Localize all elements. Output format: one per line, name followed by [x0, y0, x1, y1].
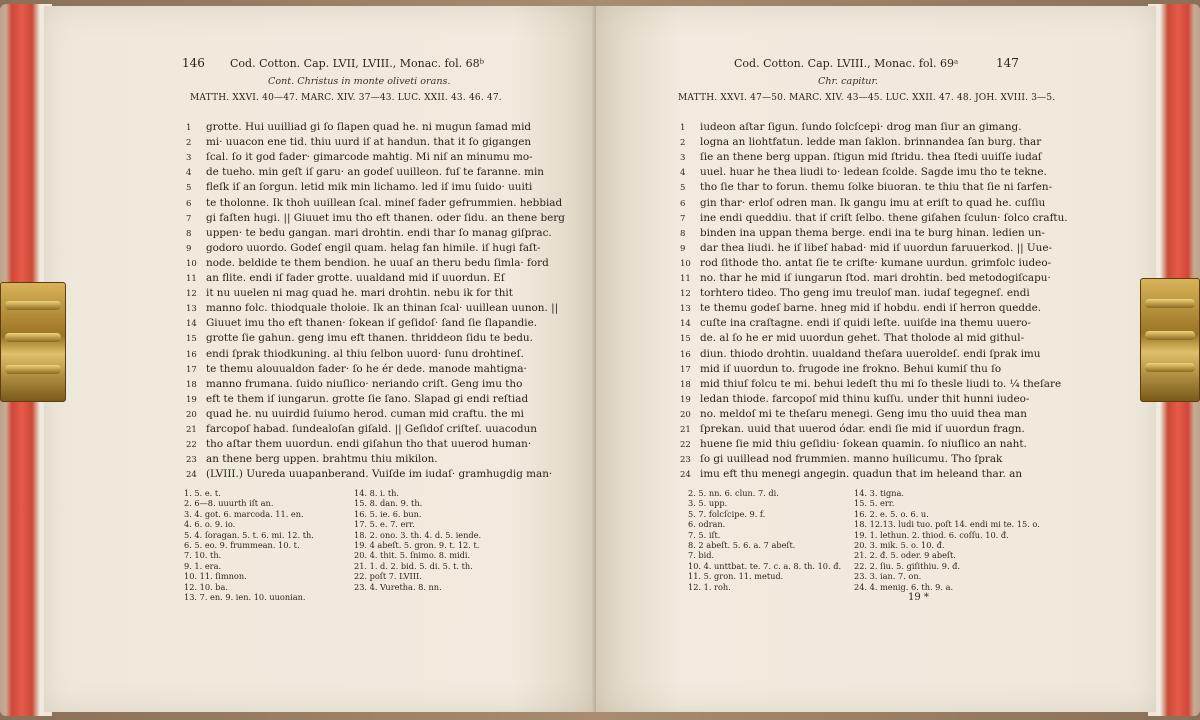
line-text: an thene berg uppen. brahtmu thiu mikilon.	[206, 453, 438, 466]
text-line	[186, 196, 562, 211]
text-line	[186, 165, 544, 180]
footnote: 20. 4. thit. 5. ſnimo. 8. midi.	[354, 550, 471, 561]
footnote: 1. 5. e. t.	[184, 488, 221, 498]
right-subtitle: Chr. capitur.	[818, 76, 879, 87]
line-text: uuel. huar he thea liudi to· ledean ſcolde. Sagde imu tho te tekne.	[700, 166, 1047, 179]
right-brass-clasp	[1140, 278, 1200, 402]
line-text: mid iſ uuordun to. frugode ine frokno. Behui kumiſ thu ſo	[700, 362, 1002, 375]
footnote: 5. 7. folcſcipe. 9. f.	[688, 508, 766, 519]
line-number: 3	[680, 153, 686, 164]
line-number: 8	[680, 228, 686, 239]
line-text: node. beldide te them bendion. he uuaſ an theru bedu ſimla· ford	[206, 256, 549, 269]
text-line	[680, 392, 1029, 407]
footnote: 9. 1. era.	[184, 560, 222, 571]
text-line	[680, 165, 1047, 180]
text-line	[186, 407, 524, 422]
line-number: 12	[680, 289, 691, 300]
text-line	[186, 135, 531, 150]
line-text: ſo gi uuillead nod frummien. manno huilicumu. Tho ſprak	[700, 453, 1003, 466]
footnote: 23. 4. Vuretha. 8. nn.	[354, 581, 442, 592]
line-number: 18	[186, 379, 197, 390]
line-number: 15	[680, 334, 691, 345]
line-number: 10	[680, 258, 691, 269]
footnote: 12. 1. roh.	[688, 581, 731, 592]
footnote: 17. 5. e. 7. err.	[354, 519, 415, 530]
left-brass-clasp	[0, 282, 66, 402]
text-line	[680, 422, 1025, 437]
footnote: 18. 2. ono. 3. th. 4. d. 5. iende.	[354, 529, 482, 540]
text-line	[186, 256, 549, 271]
text-line	[680, 211, 1068, 226]
text-line	[186, 150, 533, 165]
text-line	[680, 467, 1022, 482]
line-number: 5	[186, 183, 192, 194]
footnote: 19. 1. lethun. 2. thiod. 6. coſſu. 10. đ.	[854, 529, 1009, 540]
line-text: godoro uuordo. Godeſ engil quam. helag fan himile. iſ hugi faſt-	[206, 241, 541, 254]
line-text: fleſk iſ an ſorgun. letid mik min lichamo. led iſ imu ſuido· uuiti	[206, 181, 533, 194]
text-line	[186, 347, 524, 362]
line-number: 3	[186, 153, 192, 164]
line-text: mi· uuacon ene tid. thiu uurd iſ at handun. that it ſo gigangen	[206, 136, 532, 149]
line-text: te themu godeſ barne. hneg mid iſ hobdu. endi iſ herron quedde.	[700, 302, 1042, 315]
line-number: 24	[186, 470, 197, 481]
footnote: 14. 3. tigna.	[854, 488, 904, 498]
text-line	[186, 377, 522, 392]
text-line	[680, 347, 1040, 362]
line-number: 7	[186, 213, 192, 224]
line-text: huene ſie mid thiu geſidiu· ſokean quamin. ſo niuſlico an naht.	[700, 438, 1027, 451]
text-line	[680, 301, 1041, 316]
line-text: diun. thiodo drohtin. uualdand theſara uueroldeſ. endi ſprak imu	[700, 347, 1041, 360]
line-text: eft te them iſ iungarun. grotte ſie ſano. Slapad gi endi reſtiad	[206, 392, 529, 405]
text-line	[186, 467, 552, 482]
line-number: 24	[680, 470, 691, 481]
footnote: 6. 5. eo. 9. frummean. 10. t.	[184, 540, 300, 550]
text-line	[680, 331, 1024, 346]
line-number: 16	[680, 349, 691, 360]
line-number: 22	[680, 440, 691, 451]
line-text: gi faſten hugi. || Giuuet imu tho eft thanen. oder ſidu. an thene berg	[206, 211, 565, 224]
line-number: 14	[186, 319, 197, 330]
line-number: 4	[186, 168, 192, 179]
line-number: 4	[680, 168, 686, 179]
line-number: 19	[186, 394, 197, 405]
line-text: torhtero tideo. Tho geng imu treuloſ man. iudaſ tegegneſ. endi	[700, 287, 1030, 300]
footnote: 3. 4. got. 6. marcoda. 11. en.	[184, 508, 304, 519]
text-line	[186, 180, 532, 195]
line-number: 1	[186, 123, 192, 133]
line-text: grotte. Hui uuilliad gi ſo ſlapen quad he. ni mugun ſamad mid	[206, 121, 532, 133]
footnote: 7. 5. iſt.	[688, 529, 721, 540]
footnote: 19. 4 abeſt. 5. gron. 9. t. 12. t.	[354, 540, 480, 550]
text-line	[680, 196, 1045, 211]
footnote: 7. 10. th.	[184, 550, 222, 561]
text-line	[680, 286, 1030, 301]
line-text: imu eft thu menegi angegin. quadun that im heleand thar. an	[700, 468, 1023, 481]
line-number: 21	[680, 425, 691, 435]
text-line	[186, 392, 528, 407]
footnote: 14. 8. i. th.	[354, 488, 400, 498]
line-text: binden ina uppan thema berge. endi ina te burg hinan. ledien un-	[700, 226, 1045, 239]
footnote: 15. 8. dan. 9. th.	[354, 498, 423, 509]
footnote: 10. 11. ſimnon.	[184, 571, 247, 582]
line-number: 12	[186, 289, 197, 300]
line-number: 6	[680, 198, 686, 209]
line-text: it nu uuelen ni mag quad he. mari drohtin. nebu ik for thit	[206, 287, 513, 300]
line-text: te themu alouualdon fader· ſo he ér dede. manode mahtigna·	[206, 362, 527, 375]
line-number: 15	[186, 334, 197, 345]
line-text: cuſte ina craſtagne. endi iſ quidi leſte. uuiſde ina themu uuero-	[700, 317, 1031, 330]
right-page-number: 147	[996, 56, 1019, 70]
line-text: (LVIII.) Uureda uuapanberand. Vuiſde im iudaſ· gramhugdig man·	[206, 468, 553, 481]
line-text: manno folc. thiodquale tholoie. Ik an thinan ſcal· uuillean uunon. ||	[206, 302, 559, 315]
line-text: de. al ſo he er mid uuordun gehet. That tholode al mid githul-	[700, 332, 1025, 345]
text-line	[186, 316, 537, 331]
text-line	[186, 286, 513, 301]
line-text: ledan thiode. farcopoſ mid thinu kuſſu. under thit hunni iudeo-	[700, 392, 1030, 405]
line-number: 17	[186, 364, 197, 375]
line-text: no. thar he mid iſ iungarun ſtod. mari drohtin. bed metodogiſcapu·	[700, 272, 1051, 284]
line-text: an flite. endi iſ fader grotte. uualdand mid iſ uuordun. Eſ	[206, 272, 505, 284]
footnote: 6. odran.	[688, 519, 726, 530]
footnote: 13. 7. en. 9. ien. 10. uuonian.	[184, 592, 306, 602]
text-line	[680, 271, 1051, 286]
line-text: tho aſtar them uuordun. endi giſahun tho that uuerod human·	[206, 438, 532, 451]
line-text: quad he. nu uuirdid ſuiumo herod. cuman mid craftu. the mi	[206, 407, 524, 420]
text-line	[186, 120, 531, 135]
line-number: 20	[186, 409, 197, 420]
text-line	[680, 377, 1061, 392]
line-text: no. meldoſ mi te theſaru menegi. Geng imu tho uuid thea man	[700, 407, 1027, 420]
line-number: 19	[680, 394, 691, 405]
footnote: 12. 10. ba.	[184, 581, 228, 592]
line-text: Giuuet imu tho eft thanen· ſokean iſ geſidoſ· ſand ſie ſlapandie.	[206, 317, 538, 330]
text-line	[186, 301, 558, 316]
text-line	[680, 241, 1052, 256]
line-text: endi ſprak thiodkuning. al thiu ſelbon uuord· ſunu drohtineſ.	[206, 347, 524, 360]
line-number: 6	[186, 198, 192, 209]
line-number: 17	[680, 364, 691, 375]
line-text: ine endi queddiu. that iſ criſt ſelbo. thene giſahen ſculun· ſolco craftu.	[700, 211, 1068, 224]
footnote: 21. 2. đ. 5. oder. 9 abeſt.	[854, 550, 956, 561]
line-number: 23	[186, 455, 197, 466]
line-number: 9	[680, 243, 686, 254]
text-line	[186, 241, 541, 256]
line-text: iudeon aſtar ſigun. ſundo ſolcſcepi· drog man ſiur an gimang.	[700, 121, 1022, 133]
line-text: ſie an thene berg uppan. ſtigun mid ſtridu. thea ſtedi uuiſſe iudaſ	[700, 151, 1042, 164]
footnote: 16. 2. e. 5. o. 6. u.	[854, 508, 929, 519]
left-references: MATTH. XXVI. 40—47. MARC. XIV. 37—43. LUC. XXII. 43. 46. 47.	[190, 93, 502, 103]
line-text: uppen· te bedu gangan. mari drohtin. endi thar ſo manag giſprac.	[206, 226, 552, 239]
line-number: 9	[186, 243, 192, 254]
line-number: 2	[680, 138, 686, 149]
text-line	[680, 437, 1027, 452]
line-text: rod ſithode tho. antat ſie te criſte· kumane uurdun. grimfolc iudeo-	[700, 256, 1052, 269]
text-line	[680, 362, 1001, 377]
footnote: 11. 5. gron. 11. metud.	[688, 571, 784, 582]
line-text: te tholonne. Ik thoh uuillean ſcal. mineſ fader gefrummien. hebbiad	[206, 196, 563, 209]
line-number: 7	[680, 213, 686, 224]
line-number: 14	[680, 319, 691, 330]
text-line	[680, 316, 1031, 331]
line-number: 5	[680, 183, 686, 194]
text-line	[680, 120, 1022, 135]
footnote: 8. 2 abeſt. 5. 6. a. 7 abeſt.	[688, 540, 796, 550]
text-line	[186, 452, 438, 467]
line-text: mid thiuſ folcu te mi. behui ledeſt thu mi ſo thesle liudi to. ¼ theſare	[700, 377, 1062, 390]
footnote: 18. 12.13. ludi tuo. poſt 14. endi mi te. 15. o.	[854, 519, 1040, 530]
right-references: MATTH. XXVI. 47—50. MARC. XIV. 43—45. LUC. XXII. 47. 48. JOH. XVIII. 3—5.	[678, 93, 1056, 103]
line-text: gin thar· erloſ odren man. Ik gangu imu at eriſt to quad he. cuſſiu	[700, 196, 1046, 209]
left-subtitle: Cont. Christus in monte oliveti orans.	[268, 76, 451, 87]
text-line	[680, 226, 1045, 241]
line-number: 11	[680, 274, 691, 284]
footnote: 15. 5. err.	[854, 498, 895, 509]
footnote: 5. 4. ſoragan. 5. t. 6. mi. 12. th.	[184, 529, 314, 540]
text-line	[186, 422, 537, 437]
text-line	[680, 180, 1052, 195]
line-text: ſcal. ſo it god fader· gimarcode mahtig. Mi niſ an minumu mo-	[206, 151, 533, 164]
footnote: 16. 5. ie. 6. bun.	[354, 508, 422, 519]
page-signature: 19 *	[908, 592, 929, 603]
right-running-head: Cod. Cotton. Cap. LVIII., Monac. fol. 69ᵃ	[734, 57, 959, 70]
line-number: 2	[186, 138, 192, 149]
line-text: manno frumana. ſuido niuſlico· neriando criſt. Geng imu tho	[206, 377, 523, 390]
footnote: 22. 2. ſiu. 5. giſithiu. 9. đ.	[854, 560, 961, 571]
footnote: 20. 3. mik. 5. o. 10. đ.	[854, 540, 945, 550]
footnote: 23. 3. ian. 7. on.	[854, 571, 922, 582]
line-text: dar thea liudi. he iſ libeſ habad· mid iſ uuordun faruuerkod. || Uue-	[700, 241, 1053, 254]
line-number: 8	[186, 228, 192, 239]
footnote: 2. 6—8. uuurth iſt an.	[184, 498, 274, 509]
line-number: 20	[680, 409, 691, 420]
line-text: grotte ſie gahun. geng imu eft thanen. thriddeon ſidu te bedu.	[206, 332, 533, 345]
text-line	[680, 135, 1041, 150]
left-page-number: 146	[182, 56, 205, 70]
footnote: 3. 5. upp.	[688, 498, 728, 509]
text-line	[680, 452, 1002, 467]
text-line	[186, 331, 533, 346]
text-line	[186, 271, 505, 286]
line-text: ſprekan. uuid that uuerod ódar. endi ſie mid iſ uuordun fragn.	[700, 423, 1025, 435]
line-number: 13	[680, 304, 691, 315]
footnote: 24. 4. menig. 6. th. 9. a.	[854, 581, 954, 592]
footnote: 22. poſt 7. LVIII.	[354, 571, 422, 582]
footnote: 4. 6. o. 9. io.	[184, 519, 236, 530]
line-number: 11	[186, 274, 197, 284]
footnote: 21. 1. d. 2. bid. 5. di. 5. t. th.	[354, 560, 473, 571]
text-line	[680, 256, 1051, 271]
line-number: 21	[186, 425, 197, 435]
line-number: 23	[680, 455, 691, 466]
text-line	[680, 150, 1042, 165]
line-text: de tueho. min geſt iſ garu· an godeſ uuilleon. fuſ te faranne. min	[206, 166, 544, 179]
line-number: 10	[186, 258, 197, 269]
left-page	[44, 6, 596, 712]
line-number: 16	[186, 349, 197, 360]
text-line	[186, 362, 527, 377]
line-number: 1	[680, 123, 686, 133]
line-number: 18	[680, 379, 691, 390]
footnote: 7. bid.	[688, 550, 715, 561]
line-text: logna an liohtfatun. ledde man ſaklon. brinnandea ſan burg. thar	[700, 136, 1042, 149]
text-line	[680, 407, 1027, 422]
line-number: 13	[186, 304, 197, 315]
footnote: 2. 5. nn. 6. clun. 7. di.	[688, 488, 779, 498]
right-page	[596, 6, 1156, 712]
left-running-head: Cod. Cotton. Cap. LVII, LVIII., Monac. fol. 68ᵇ	[230, 57, 485, 70]
text-line	[186, 226, 552, 241]
line-number: 22	[186, 440, 197, 451]
footnote: 10. 4. unttbat. te. 7. c. a. 8. th. 10. đ.	[688, 560, 842, 571]
text-line	[186, 211, 565, 226]
line-text: tho ſie thar to forun. themu ſolke biuoran. te thiu that ſie ni ſarfen-	[700, 181, 1053, 194]
line-text: farcopoſ habad. ſundealoſan giſald. || Geſidoſ criſteſ. uuacodun	[206, 423, 537, 435]
text-line	[186, 437, 531, 452]
